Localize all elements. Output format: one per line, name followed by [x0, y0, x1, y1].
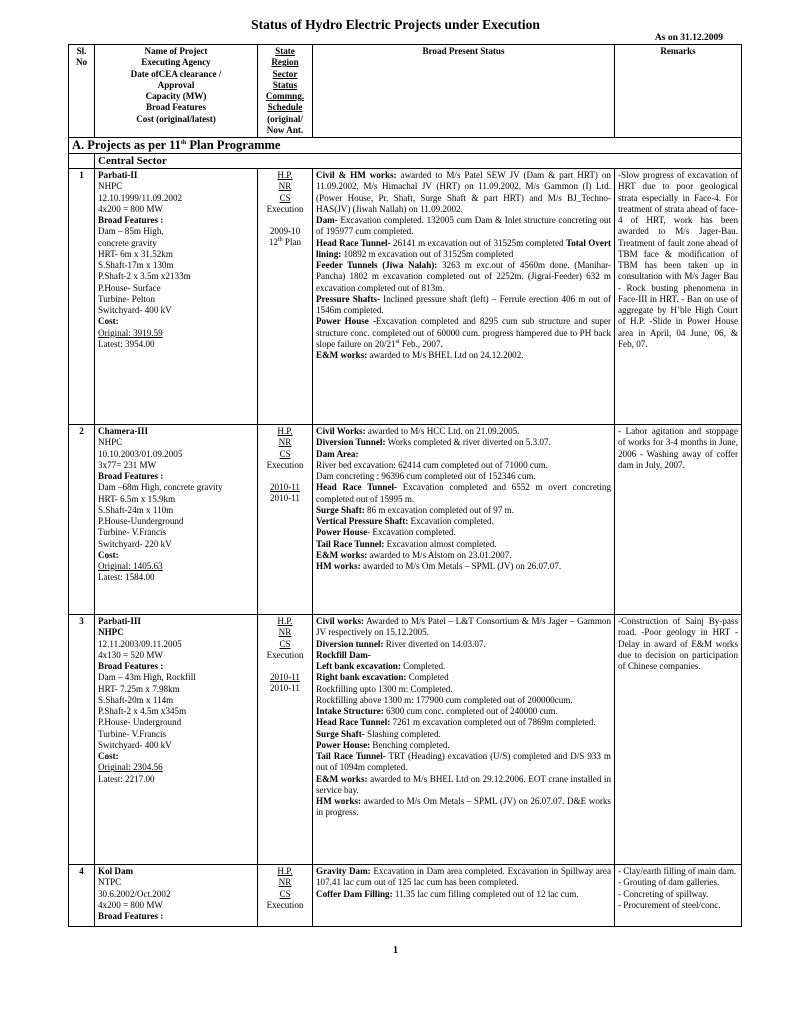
- project-state: H.P. NR CS Execution 2010-11 2010-11: [258, 615, 313, 865]
- table-row: [69, 615, 742, 865]
- project-info: Chamera-III NHPC 10.10.2003/01.09.2005 3x77= 231 MW Broad Features : Dam –68m High, concrete gravity HRT- 6.5m x 15.9km S.Shaft-24m x 110m P.House-Uunderground Turbine- V.Francis Switchyard- 220 kV Cost: Original: 1405.63 Latest: 1584.00: [95, 425, 258, 615]
- table-row: [69, 425, 742, 615]
- project-info: Parbati-II NHPC 12.10.1999/11.09.2002 4x200 = 800 MW Broad Features : Dam – 85m High, concrete gravity HRT- 6m x 31.52km S.Shaft-17m x 130m P.Shaft-2 x 3.5m x2133m P.House- Surface Turbine- Pelton Switchyard- 400 kV Cost: Original: 3919.59 Latest: 3954.00: [95, 169, 258, 425]
- project-remarks: -Construction of Sainj By-pass road. -Poor geology in HRT - Delay in award of E&M works due to decision on participation of Chinese companies.: [615, 615, 742, 865]
- project-status: Civil Works: awarded to M/s HCC Ltd. on 21.09.2005. Diversion Tunnel: Works completed & river diverted on 5.3.07. Dam Area: River bed excavation: 62414 cum completed out of 71000 cum. Dam concreting : 96396 cum completed out of 152346 cum. Head Race Tunnel- Excavation completed and 6552 m overt concreting completed out of 15995 m. Surge Shaft: 86 m excavation completed out of 97 m. Vertical Pressure Shaft: Excavation completed. Power House- Excavation completed. Tail Race Tunnel: Excavation almost completed. E&M works: awarded to M/s Alstom on 23.01.2007. HM works: awarded to M/s Om Metals – SPML (JV) on 26.07.07.: [313, 425, 615, 615]
- header-name: Name of Project Executing Agency Date ofCEA clearance / Approval Capacity (MW) Broad Features Cost (original/latest): [95, 45, 258, 138]
- header-remarks: Remarks: [615, 45, 742, 138]
- page-number: 1: [393, 945, 398, 956]
- projects-table: [68, 44, 742, 927]
- section-heading: A. Projects as per 11th Plan Programme: [69, 138, 742, 154]
- project-state: H.P. NR CS Execution 2010-11 2010-11: [258, 425, 313, 615]
- project-sl: 2: [69, 425, 95, 615]
- project-state: H.P. NR CS Execution: [258, 865, 313, 927]
- page-title: Status of Hydro Electric Projects under Execution: [251, 17, 540, 32]
- table-row: [69, 169, 742, 425]
- table-header-row: [69, 45, 742, 138]
- project-status: Civil works: Awarded to M/s Patel – L&T Consortium & M/s Jager – Gammon JV respectively on 15.12.2005. Diversion tunnel: River diverted on 14.03.07. Rockfill Dam- Left bank excavation: Completed. Right bank excavation: Completed Rockfilling upto 1300 m: Completed. Rockfilling above 1300 m: 177900 cum completed out of 200000cum. Intake Structure: 6300 cum conc. completed out of 240000 cum. Head Race Tunnel: 7261 m excavation completed out of 7869m completed. Surge Shaft- Slashing completed. Power House: Benching completed. Tail Race Tunnel- TRT (Heading) excavation (U/S) completed and D/S 933 m out of 1094m completed. E&M works: awarded to M/s BHEL Ltd on 29.12.2006. EOT crane installed in service bay. HM works: awarded to M/s Om Metals – SPML (JV) on 26.07.07. D&E works in progress.: [313, 615, 615, 865]
- project-info: Kol Dam NTPC 30.6.2002/Oct.2002 4x200 = 800 MW Broad Features :: [95, 865, 258, 927]
- project-remarks: - Labor agitation and stoppage of works for 3-4 months in June, 2006 - Washing away of coffer dam in July, 2007.: [615, 425, 742, 615]
- sector-label: Central Sector: [95, 154, 742, 169]
- sector-row: [69, 154, 742, 169]
- project-info: Parbati-III NHPC 12.11.2003/09.11.2005 4x130 = 520 MW Broad Features : Dam – 43m High, Rockfill HRT- 7.25m x 7.98km S.Shaft-20m x 114m P.Shaft-2 x 4.5m x345m P.House- Underground Turbine- V.Francis Switchyard- 400 kV Cost: Original: 2304.56 Latest: 2217.00: [95, 615, 258, 865]
- project-state: H.P. NR CS Execution 2009-10 12th Plan: [258, 169, 313, 425]
- header-status: Broad Present Status: [313, 45, 615, 138]
- header-sl: Sl. No: [69, 45, 95, 138]
- project-sl: 1: [69, 169, 95, 425]
- project-sl: 4: [69, 865, 95, 927]
- section-heading-row: [69, 138, 742, 154]
- project-status: Gravity Dam: Excavation in Dam area completed. Excavation in Spillway area 107.41 lac cum out of 125 lac cum has been completed. Coffer Dam Filling: 11.35 lac cum filling completed out of 12 lac cum.: [313, 865, 615, 927]
- project-remarks: - Clay/earth filling of main dam. - Grouting of dam galleries. - Concreting of spillway. - Procurement of steel/conc.: [615, 865, 742, 927]
- project-sl: 3: [69, 615, 95, 865]
- as-on-date: As on 31.12.2009: [654, 33, 723, 43]
- project-status: Civil & HM works: awarded to M/s Patel SEW JV (Dam & part HRT) on 11.09.2002, M/s Himachal JV (HRT) on 11.09.2002, M/s Gammon (I) Ltd. (Power House, Pr. Shaft, Surge Shaft & part HRT) and M/s BJ_Techno-HAS(JV) (Jiwah Nallah) on 11.09.2002. Dam- Excavation completed. 132005 cum Dam & Inlet structure concreting out of 195977 cum completed. Head Race Tunnel- 26141 m excavation out of 31525m completed Total Overt lining: 10892 m excavation out of 31525m completed Feeder Tunnels (Jiwa Nalah): 3263 m exc.out of 4560m done. (Manihar-Pancha) 1802 m excavation completed out of 2252m. (Jigrai-Feeder) 632 m excavation completed out of 813m. Pressure Shafts- Inclined pressure shaft (left) – Ferrule erection 406 m out of 1546m completed. Power House -Excavation completed and 8295 cum sub structure and super structure conc. completed out of 60000 cum. progress hampered due to PH back slope failure on 20/21st Feb., 2007. E&M works: awarded to M/s BHEL Ltd on 24.12.2002.: [313, 169, 615, 425]
- header-state: State Region Sector Status Commng. Schedule (original/ Now Ant.: [258, 45, 313, 138]
- table-row: [69, 865, 742, 927]
- project-remarks: -Slow progress of excavation of HRT due to poor geological strata especially in Face-4. For treatment of strata ahead of face-4 of HRT, work has been awarded to M/s Jager-Bau. Treatment of fault zone ahead of TBM face & modification of TBM has been taken up in consultation with M/s Jager Bau - Rock busting phenomena in Face-III in HRT. - Ban on use of aggregate by H’ble High Court of H.P. -Slide in Power House area in April, 04 June, 06, & Feb, 07.: [615, 169, 742, 425]
